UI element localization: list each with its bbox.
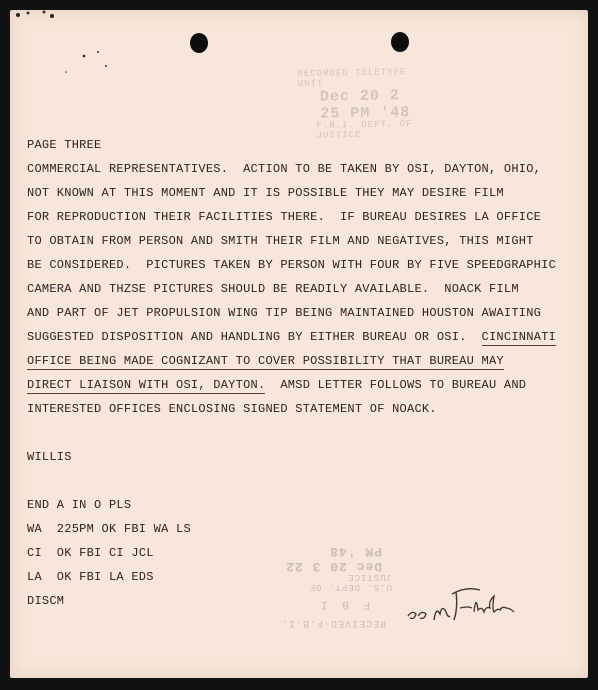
body-line-7: AND PART OF JET PROPULSION WING TIP BEING MAINTAINED HOUSTON AWAITING: [27, 306, 542, 320]
page-header: PAGE THREE: [27, 138, 102, 152]
body-line-10: [27, 378, 526, 392]
stamp-bottom-line3: U.S. DEPT. OF JUSTICE: [308, 572, 392, 592]
closing-line-1: END A IN O PLS: [27, 498, 132, 512]
stamp-top-line3: F.B.I. DEPT. OF JUSTICE: [316, 119, 413, 141]
stamp-top-line2: Dec 20 2 25 PM '48: [319, 87, 411, 123]
body-line-10-plain: AMSD LETTER FOLLOWS TO BUREAU AND: [265, 378, 527, 392]
body-line-4: TO OBTAIN FROM PERSON AND SMITH THEIR FILM AND NEGATIVES, THIS MIGHT: [27, 234, 534, 248]
closing-line-5: DISCM: [27, 594, 65, 608]
closing-line-4: LA OK FBI LA EDS: [27, 570, 154, 584]
body-line-8-plain: SUGGESTED DISPOSITION AND HANDLING BY EITHER BUREAU OR OSI.: [27, 330, 482, 344]
closing-line-3: CI OK FBI CI JCL: [27, 546, 154, 560]
body-line-11: INTERESTED OFFICES ENCLOSING SIGNED STATEMENT OF NOACK.: [27, 402, 437, 416]
handwritten-cc-signature: [404, 572, 534, 632]
body-line-1: COMMERCIAL REPRESENTATIVES. ACTION TO BE TAKEN BY OSI, DAYTON, OHIO,: [27, 162, 542, 176]
body-line-3: FOR REPRODUCTION THEIR FACILITIES THERE. IF BUREAU DESIRES LA OFFICE: [27, 210, 542, 224]
stamp-bottom-line2: F B I: [316, 598, 370, 610]
body-line-9: [27, 354, 504, 368]
body-line-5: BE CONSIDERED. PICTURES TAKEN BY PERSON WITH FOUR BY FIVE SPEEDGRAPHIC: [27, 258, 557, 272]
stamp-top-line1: RECORDED TELETYPE UNIT: [297, 67, 407, 90]
body-line-8-underlined: CINCINNATI: [481, 330, 557, 344]
stamp-bottom-line4: Dec 20 3 22 PM '48: [285, 544, 382, 574]
body-line-6: CAMERA AND THZSE PICTURES SHOULD BE READILY AVAILABLE. NOACK FILM: [27, 282, 519, 296]
stamp-bottom-line1: RECEIVED-F.B.I.: [280, 617, 386, 628]
body-line-9-underlined: OFFICE BEING MADE COGNIZANT TO COVER POSSIBILITY THAT BUREAU MAY: [27, 354, 504, 368]
body-line-2: NOT KNOWN AT THIS MOMENT AND IT IS POSSIBLE THEY MAY DESIRE FILM: [27, 186, 504, 200]
received-stamp-bottom: [260, 544, 400, 632]
body-line-8: [27, 330, 556, 344]
closing-line-2: WA 225PM OK FBI WA LS: [27, 522, 191, 536]
body-line-10-underlined: DIRECT LIAISON WITH OSI, DAYTON.: [27, 378, 266, 392]
received-stamp-top: [291, 63, 422, 141]
signer-name: WILLIS: [27, 450, 72, 464]
document-page: [10, 10, 588, 678]
